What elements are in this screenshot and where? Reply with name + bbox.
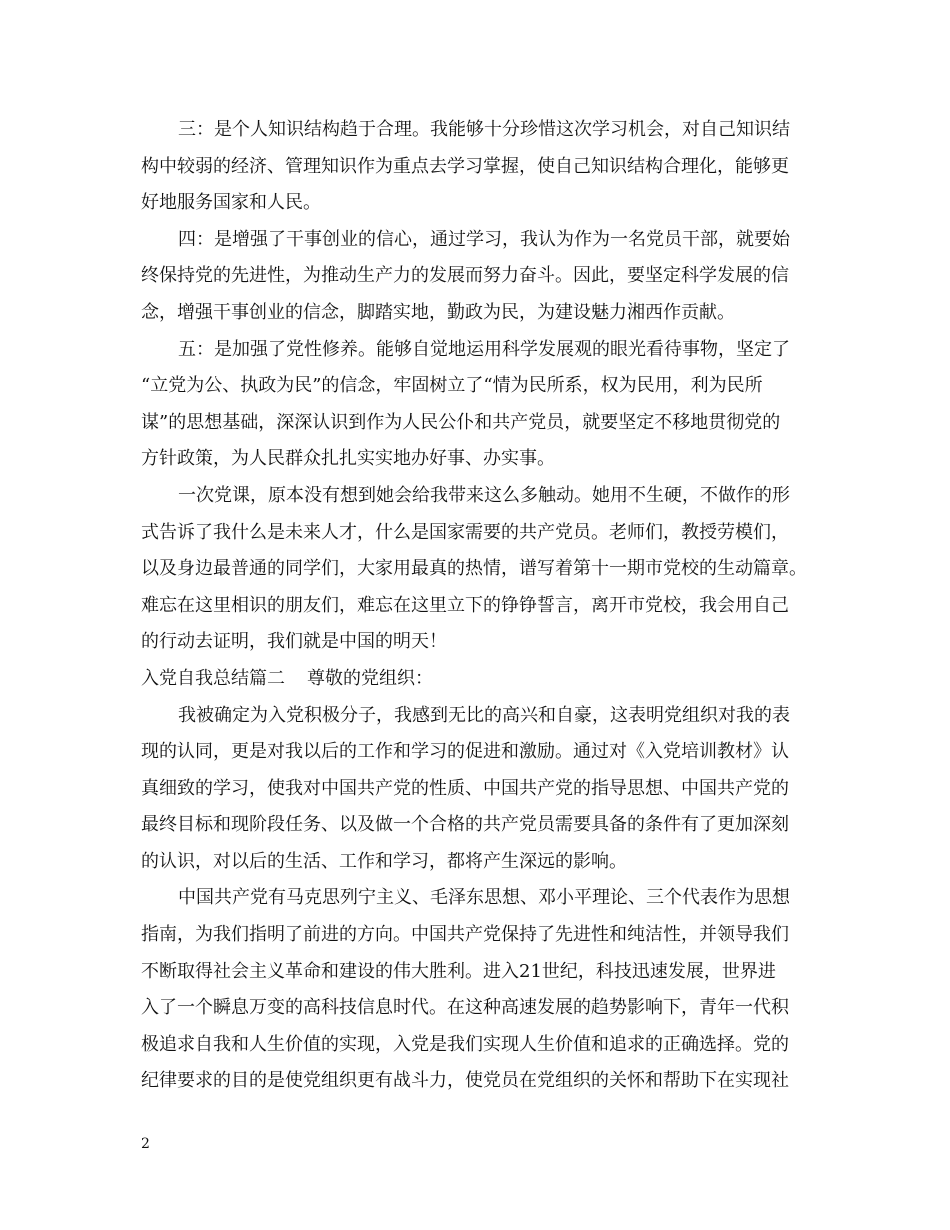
paragraph-line: 三：是个人知识结构趋于合理。我能够十分珍惜这次学习机会，对自己知识结 xyxy=(178,119,790,140)
paragraph-line: 念，增强干事创业的信念，脚踏实地，勤政为民，为建设魅力湘西作贡献。 xyxy=(141,301,735,323)
paragraph-line: 方针政策，为人民群众扎扎实实地办好事、办实事。 xyxy=(141,448,555,470)
paragraph-line: 好地服务国家和人民。 xyxy=(141,192,321,214)
paragraph-line: 一次党课，原本没有想到她会给我带来这么多触动。她用不生硬，不做作的形 xyxy=(178,484,790,506)
paragraph-line: 真细致的学习，使我对中国共产党的性质、中国共产党的指导思想、中国共产党的 xyxy=(141,777,789,799)
paragraph-line: 五：是加强了党性修养。能够自觉地运用科学发展观的眼光看待事物，坚定了 xyxy=(178,338,790,360)
paragraph-line: 不断取得社会主义革命和建设的伟大胜利。进入21世纪，科技迅速发展，世界进 xyxy=(141,960,776,982)
section-title: 入党自我总结篇二 xyxy=(141,667,285,689)
paragraph-line: 难忘在这里相识的朋友们，难忘在这里立下的铮铮誓言，离开市党校，我会用自己 xyxy=(141,594,789,616)
paragraph-line: 我被确定为入党积极分子，我感到无比的高兴和自豪，这表明党组织对我的表 xyxy=(178,704,790,726)
section-heading xyxy=(141,661,821,698)
paragraph-line: 四：是增强了干事创业的信心，通过学习，我认为作为一名党员干部，就要始 xyxy=(178,228,790,250)
paragraph-line: 式告诉了我什么是未来人才，什么是国家需要的共产党员。老师们，教授劳模们， xyxy=(141,521,789,543)
paragraph-line: “立党为公、执政为民”的信念，牢固树立了“情为民所系，权为民用，利为民所 xyxy=(141,375,763,397)
page-number: 2 xyxy=(141,1136,150,1152)
paragraph-line: 纪律要求的目的是使党组织更有战斗力，使党员在党组织的关怀和帮助下在实现社 xyxy=(141,1070,789,1092)
salutation: 尊敬的党组织： xyxy=(307,667,433,689)
paragraph-line: 的认识，对以后的生活、工作和学习，都将产生深远的影响。 xyxy=(141,850,627,872)
paragraph-line: 入了一个瞬息万变的高科技信息时代。在这种高速发展的趋势影响下，青年一代积 xyxy=(141,997,789,1019)
paragraph-line: 最终目标和现阶段任务、以及做一个合格的共产党员需要具备的条件有了更加深刻 xyxy=(141,814,789,836)
paragraph-line: 极追求自我和人生价值的实现，入党是我们实现人生价值和追求的正确选择。党的 xyxy=(141,1033,789,1055)
paragraph-line: 指南，为我们指明了前进的方向。中国共产党保持了先进性和纯洁性，并领导我们 xyxy=(141,924,789,946)
paragraph-line: 构中较弱的经济、管理知识作为重点去学习掌握，使自己知识结构合理化，能够更 xyxy=(141,155,789,177)
paragraph-line: 中国共产党有马克思列宁主义、毛泽东思想、邓小平理论、三个代表作为思想 xyxy=(178,887,790,909)
paragraph-line: 终保持党的先进性，为推动生产力的发展而努力奋斗。因此，要坚定科学发展的信 xyxy=(141,265,789,287)
paragraph-line: 谋”的思想基础，深深认识到作为人民公仆和共产党员，就要坚定不移地贯彻党的 xyxy=(141,411,781,433)
paragraph-line: 的行动去证明，我们就是中国的明天！ xyxy=(141,631,447,653)
document-body xyxy=(141,112,821,1100)
paragraph-line: 以及身边最普通的同学们，大家用最真的热情，谱写着第十一期市党校的生动篇章。 xyxy=(141,558,807,580)
paragraph-line: 现的认同，更是对我以后的工作和学习的促进和激励。通过对《入党培训教材》认 xyxy=(141,741,789,763)
